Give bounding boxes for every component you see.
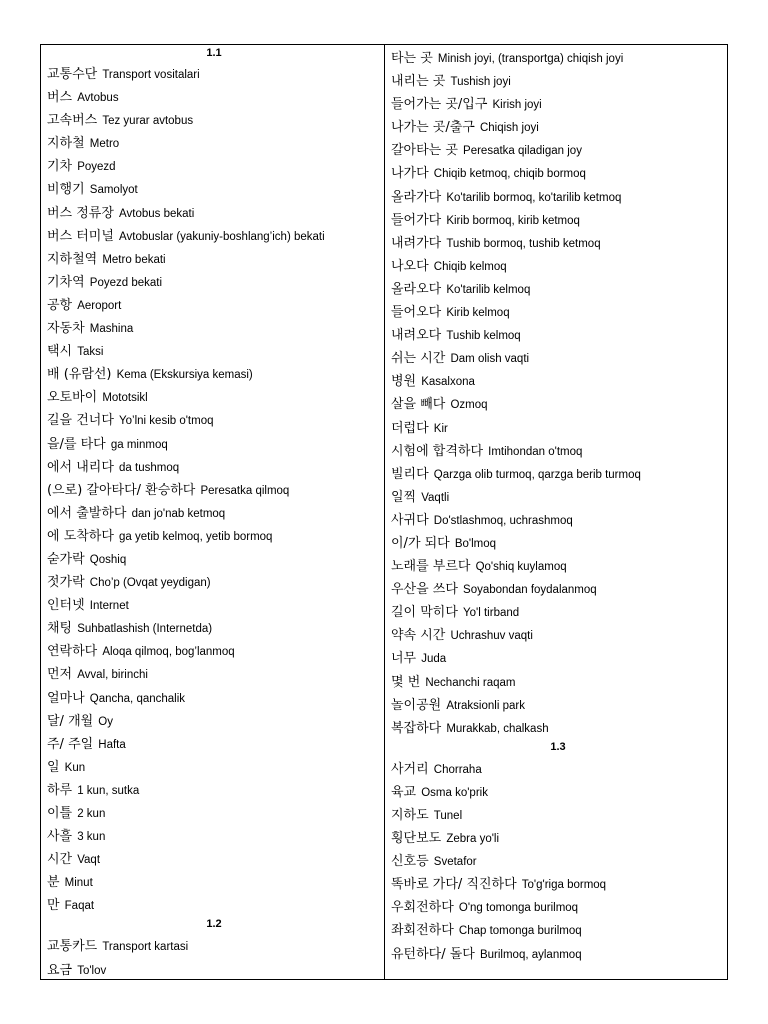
- korean-term: 올라오다: [391, 281, 442, 297]
- korean-term: 교통수단: [47, 67, 98, 82]
- uzbek-translation: Yo’lni kesib o'tmoq: [119, 415, 214, 428]
- uzbek-translation: Chiqish joyi: [479, 122, 539, 135]
- uzbek-translation: Bo'lmoq: [454, 537, 497, 550]
- uzbek-translation: Tunel: [433, 810, 463, 822]
- vocab-row: [391, 692, 725, 715]
- vocab-row: [47, 731, 381, 754]
- korean-term: 유턴하다/ 돌다: [391, 946, 475, 962]
- vocab-row: [391, 438, 725, 461]
- uzbek-translation: Qo'shiq kuylamoq: [475, 561, 567, 574]
- korean-term: 복잡하다: [391, 720, 442, 736]
- uzbek-translation: Juda: [421, 653, 447, 666]
- korean-term: 좌회전하다: [391, 923, 454, 939]
- vocab-row: [47, 61, 381, 84]
- uzbek-translation: Oy: [98, 715, 113, 728]
- korean-term: 지하철: [47, 136, 85, 152]
- uzbek-translation: Do'stlashmoq, uchrashmoq: [433, 514, 573, 527]
- vocab-row: [391, 941, 725, 964]
- uzbek-translation: ga yetib kelmoq, yetib bormoq: [119, 530, 273, 543]
- uzbek-translation: Avtobus: [77, 92, 119, 105]
- vocab-row: [391, 871, 725, 894]
- uzbek-translation: Dam olish vaqti: [450, 353, 530, 366]
- korean-term: 나가다: [391, 166, 429, 182]
- uzbek-translation: 2 kun: [77, 808, 106, 820]
- vocab-row: [391, 645, 725, 668]
- uzbek-translation: Nechanchi raqam: [425, 676, 516, 689]
- vocab-row: [47, 500, 381, 523]
- uzbek-translation: Poyezd: [77, 161, 116, 174]
- uzbek-translation: Atraksionli park: [446, 699, 525, 712]
- vocab-row: [47, 84, 381, 107]
- vocab-row: [47, 384, 381, 407]
- uzbek-translation: O'ng tomonga burilmoq: [458, 902, 579, 915]
- uzbek-translation: Mototsikl: [102, 392, 148, 405]
- korean-term: 배 (유람선): [47, 367, 112, 383]
- korean-term: 나가는 곳/출구: [391, 120, 475, 136]
- vocab-row: [391, 368, 725, 391]
- uzbek-translation: Faqat: [64, 900, 95, 913]
- uzbek-translation: Hafta: [98, 738, 126, 751]
- korean-term: 숟가락: [47, 551, 85, 567]
- korean-term: 주/ 주일: [47, 736, 94, 752]
- korean-term: 에서 출발하다: [47, 505, 127, 521]
- vocab-row: [391, 184, 725, 207]
- uzbek-translation: Metro: [89, 138, 120, 151]
- vocab-row: [47, 933, 381, 956]
- column-divider: [384, 45, 385, 979]
- vocab-row: [47, 615, 381, 638]
- korean-term: 몇 번: [391, 674, 421, 690]
- uzbek-translation: 1 kun, sutka: [77, 784, 140, 797]
- vocab-row: [391, 848, 725, 871]
- vocab-row: [47, 315, 381, 338]
- korean-term: 놀이공원: [391, 697, 442, 713]
- korean-term: 병원: [391, 374, 417, 390]
- vocab-row: [391, 894, 725, 917]
- korean-term: 연락하다: [47, 644, 98, 660]
- vocab-row: [47, 708, 381, 731]
- uzbek-translation: Suhbatlashish (Internetda): [77, 623, 213, 636]
- vocab-row: [47, 223, 381, 246]
- korean-term: 젓가락: [47, 575, 85, 591]
- korean-term: 지하도: [391, 808, 429, 823]
- uzbek-translation: Peresatka qiladigan joy: [463, 145, 582, 158]
- uzbek-translation: Chiqib kelmoq: [433, 260, 507, 273]
- uzbek-translation: Osma ko'prik: [421, 786, 488, 799]
- uzbek-translation: Qarzga olib turmoq, qarzga berib turmoq: [433, 468, 641, 481]
- vocab-row: [391, 622, 725, 645]
- vocab-row: [47, 292, 381, 315]
- vocab-row: [47, 569, 381, 592]
- uzbek-translation: Kirib kelmoq: [446, 307, 510, 320]
- korean-term: 이/가 되다: [391, 535, 450, 551]
- korean-term: 인터넷: [47, 598, 85, 614]
- korean-term: 너무: [391, 651, 417, 667]
- korean-term: 요금: [47, 962, 73, 978]
- vocab-row: [47, 685, 381, 708]
- vocab-row: [47, 200, 381, 223]
- vocab-row: [391, 553, 725, 576]
- korean-term: 시험에 합격하다: [391, 443, 484, 459]
- korean-term: 일찍: [391, 489, 417, 505]
- uzbek-translation: Metro bekati: [102, 253, 166, 266]
- korean-term: 교통카드: [47, 939, 98, 955]
- uzbek-translation: Tushib bormoq, tushib ketmoq: [446, 237, 601, 250]
- vocab-row: [47, 361, 381, 384]
- vocab-row: [47, 546, 381, 569]
- korean-term: 들어오다: [391, 305, 442, 321]
- vocab-row: [391, 68, 725, 91]
- uzbek-translation: Ko'tarilib bormoq, ko'tarilib ketmoq: [446, 191, 622, 204]
- vocab-row: [391, 391, 725, 414]
- vocab-row: [391, 322, 725, 345]
- uzbek-translation: Kir: [433, 422, 448, 435]
- korean-term: 먼저: [47, 667, 73, 683]
- uzbek-translation: Tushib kelmoq: [446, 330, 521, 343]
- vocab-row: [391, 484, 725, 507]
- vocab-row: [47, 777, 381, 800]
- korean-term: 달/ 개월: [47, 713, 94, 729]
- vocab-row: [391, 530, 725, 553]
- vocab-row: [47, 338, 381, 361]
- korean-term: 에 도착하다: [47, 528, 114, 544]
- uzbek-translation: da tushmoq: [119, 461, 180, 474]
- uzbek-translation: Mashina: [89, 323, 134, 336]
- vocab-row: [391, 779, 725, 802]
- vocabulary-table: [40, 44, 728, 980]
- korean-term: 노래를 부르다: [391, 559, 471, 575]
- vocab-row: [391, 461, 725, 484]
- uzbek-translation: Kema (Ekskursiya kemasi): [116, 369, 253, 382]
- korean-term: 들어가는 곳/입구: [391, 97, 488, 113]
- uzbek-translation: Minut: [64, 877, 93, 890]
- uzbek-translation: Vaqtli: [421, 491, 450, 504]
- vocab-row: [391, 576, 725, 599]
- vocab-row: [47, 957, 381, 980]
- uzbek-translation: 3 kun: [77, 831, 106, 844]
- uzbek-translation: Transport vositalari: [102, 69, 200, 81]
- vocab-row: [391, 137, 725, 160]
- korean-term: 을/를 타다: [47, 436, 106, 452]
- korean-term: 고속버스: [47, 113, 98, 129]
- uzbek-translation: dan jo'nab ketmoq: [131, 507, 226, 520]
- uzbek-translation: Svetafor: [433, 856, 477, 869]
- uzbek-translation: Kun: [64, 761, 86, 774]
- korean-term: 약속 시간: [391, 628, 446, 644]
- uzbek-translation: Kirib bormoq, kirib ketmoq: [446, 214, 580, 227]
- korean-term: 버스: [47, 90, 73, 106]
- korean-term: 기차역: [47, 274, 85, 290]
- vocab-row: [391, 114, 725, 137]
- vocab-row: [47, 661, 381, 684]
- vocab-row: [47, 592, 381, 615]
- uzbek-translation: Transport kartasi: [102, 941, 189, 954]
- vocab-row: [391, 207, 725, 230]
- korean-term: 공항: [47, 297, 73, 313]
- korean-term: 내려오다: [391, 328, 442, 344]
- uzbek-translation: Ko'tarilib kelmoq: [446, 283, 531, 296]
- korean-term: 택시: [47, 344, 73, 360]
- vocab-row: [391, 345, 725, 368]
- uzbek-translation: Avtobus bekati: [119, 207, 195, 220]
- uzbek-translation: Taksi: [77, 346, 104, 359]
- vocab-row: [47, 246, 381, 269]
- section-heading: 1.1: [206, 47, 222, 59]
- korean-term: 우산을 쓰다: [391, 582, 458, 598]
- korean-term: 얼마나: [47, 690, 85, 706]
- korean-term: 하루: [47, 782, 73, 798]
- uzbek-translation: Yo'l tirband: [463, 607, 520, 620]
- vocab-row: [391, 825, 725, 848]
- vocab-row: [391, 91, 725, 114]
- korean-term: 만: [47, 898, 60, 914]
- uzbek-translation: ga minmoq: [110, 438, 168, 451]
- korean-term: 분: [47, 875, 60, 891]
- uzbek-translation: Minish joyi, (transportga) chiqish joyi: [437, 53, 624, 65]
- right-column: [391, 45, 725, 964]
- vocab-row: [47, 407, 381, 430]
- korean-term: 빌리다: [391, 466, 429, 482]
- korean-term: 사귀다: [391, 512, 429, 528]
- uzbek-translation: Soyabondan foydalanmoq: [463, 584, 597, 597]
- korean-term: 채팅: [47, 621, 73, 637]
- uzbek-translation: To'lov: [77, 964, 107, 977]
- uzbek-translation: Tez yurar avtobus: [102, 115, 194, 128]
- vocab-row: [47, 523, 381, 546]
- vocab-row: [391, 299, 725, 322]
- vocab-row: [47, 153, 381, 176]
- uzbek-translation: Aeroport: [77, 299, 122, 312]
- uzbek-translation: Samolyot: [89, 184, 138, 197]
- uzbek-translation: Avtobuslar (yakuniy-boshlang’ich) bekati: [119, 230, 325, 243]
- vocab-row: [391, 715, 725, 738]
- korean-term: 시간: [47, 852, 73, 868]
- vocab-row: [391, 276, 725, 299]
- vocab-row: [47, 638, 381, 661]
- korean-term: 비행기: [47, 182, 85, 198]
- vocab-row: [47, 892, 381, 915]
- uzbek-translation: Kasalxona: [421, 376, 475, 389]
- korean-term: 우회전하다: [391, 900, 454, 916]
- vocab-row: [47, 477, 381, 500]
- korean-term: 기차: [47, 159, 73, 175]
- korean-term: 에서 내리다: [47, 459, 114, 475]
- korean-term: 육교: [391, 784, 417, 800]
- korean-term: (으로) 갈아타다/ 환승하다: [47, 482, 196, 498]
- korean-term: 똑바로 가다/ 직진하다: [391, 877, 517, 893]
- uzbek-translation: Internet: [89, 600, 129, 613]
- vocab-row: [391, 669, 725, 692]
- korean-term: 자동차: [47, 321, 85, 337]
- vocab-row: [47, 846, 381, 869]
- vocab-row: [47, 823, 381, 846]
- uzbek-translation: Avval, birinchi: [77, 669, 148, 682]
- korean-term: 횡단보도: [391, 831, 442, 847]
- vocab-row: [391, 45, 725, 68]
- uzbek-translation: Vaqt: [77, 854, 101, 867]
- uzbek-translation: Chorraha: [433, 763, 482, 776]
- uzbek-translation: Cho’p (Ovqat yeydigan): [89, 577, 211, 590]
- vocab-row: [47, 176, 381, 199]
- vocab-row: [47, 130, 381, 153]
- vocab-row: [47, 754, 381, 777]
- uzbek-translation: Zebra yo'li: [446, 833, 500, 846]
- korean-term: 내리는 곳: [391, 74, 446, 90]
- uzbek-translation: Chiqib ketmoq, chiqib bormoq: [433, 168, 586, 181]
- uzbek-translation: Imtihondan o'tmoq: [488, 445, 583, 458]
- uzbek-translation: Poyezd bekati: [89, 276, 163, 289]
- uzbek-translation: Ozmoq: [450, 399, 488, 412]
- vocab-row: [391, 507, 725, 530]
- uzbek-translation: Chap tomonga burilmoq: [458, 925, 582, 938]
- vocab-row: [391, 253, 725, 276]
- korean-term: 나오다: [391, 258, 429, 274]
- korean-term: 들어가다: [391, 212, 442, 228]
- vocab-row: [47, 431, 381, 454]
- korean-term: 이틀: [47, 806, 73, 821]
- section-heading: 1.2: [206, 918, 222, 931]
- korean-term: 사거리: [391, 761, 429, 777]
- uzbek-translation: Aloqa qilmoq, bog’lanmoq: [102, 646, 235, 659]
- section-heading: 1.3: [550, 740, 566, 753]
- vocab-row: [391, 230, 725, 253]
- korean-term: 일: [47, 759, 60, 775]
- korean-term: 버스 정류장: [47, 205, 114, 221]
- uzbek-translation: Qancha, qanchalik: [89, 692, 186, 705]
- uzbek-translation: To'g'riga bormoq: [521, 879, 607, 892]
- korean-term: 길을 건너다: [47, 413, 114, 429]
- vocab-row: [47, 454, 381, 477]
- korean-term: 신호등: [391, 854, 429, 870]
- uzbek-translation: Murakkab, chalkash: [446, 722, 549, 735]
- uzbek-translation: Tushish joyi: [450, 76, 511, 89]
- korean-term: 내려가다: [391, 235, 442, 251]
- korean-term: 버스 터미널: [47, 228, 114, 244]
- korean-term: 더럽다: [391, 420, 429, 436]
- korean-term: 갈아타는 곳: [391, 143, 458, 159]
- korean-term: 쉬는 시간: [391, 351, 446, 367]
- uzbek-translation: Uchrashuv vaqti: [450, 630, 533, 643]
- uzbek-translation: Qoshiq: [89, 553, 127, 566]
- vocab-row: [391, 160, 725, 183]
- uzbek-translation: Burilmoq, aylanmoq: [479, 948, 582, 961]
- korean-term: 올라가다: [391, 189, 442, 205]
- vocab-row: [391, 599, 725, 622]
- korean-term: 살을 빼다: [391, 397, 446, 413]
- vocab-row: [391, 917, 725, 940]
- uzbek-translation: Peresatka qilmoq: [200, 484, 290, 497]
- korean-term: 오토바이: [47, 390, 98, 406]
- vocab-row: [391, 756, 725, 779]
- vocab-row: [47, 869, 381, 892]
- uzbek-translation: Kirish joyi: [492, 99, 542, 112]
- left-column: [47, 45, 381, 980]
- vocab-row: [391, 802, 725, 825]
- korean-term: 타는 곳: [391, 51, 433, 66]
- vocab-row: [391, 415, 725, 438]
- korean-term: 길이 막히다: [391, 605, 458, 621]
- korean-term: 지하철역: [47, 251, 98, 267]
- korean-term: 사흘: [47, 829, 73, 845]
- vocab-row: [47, 269, 381, 292]
- vocab-row: [47, 107, 381, 130]
- vocab-row: [47, 800, 381, 823]
